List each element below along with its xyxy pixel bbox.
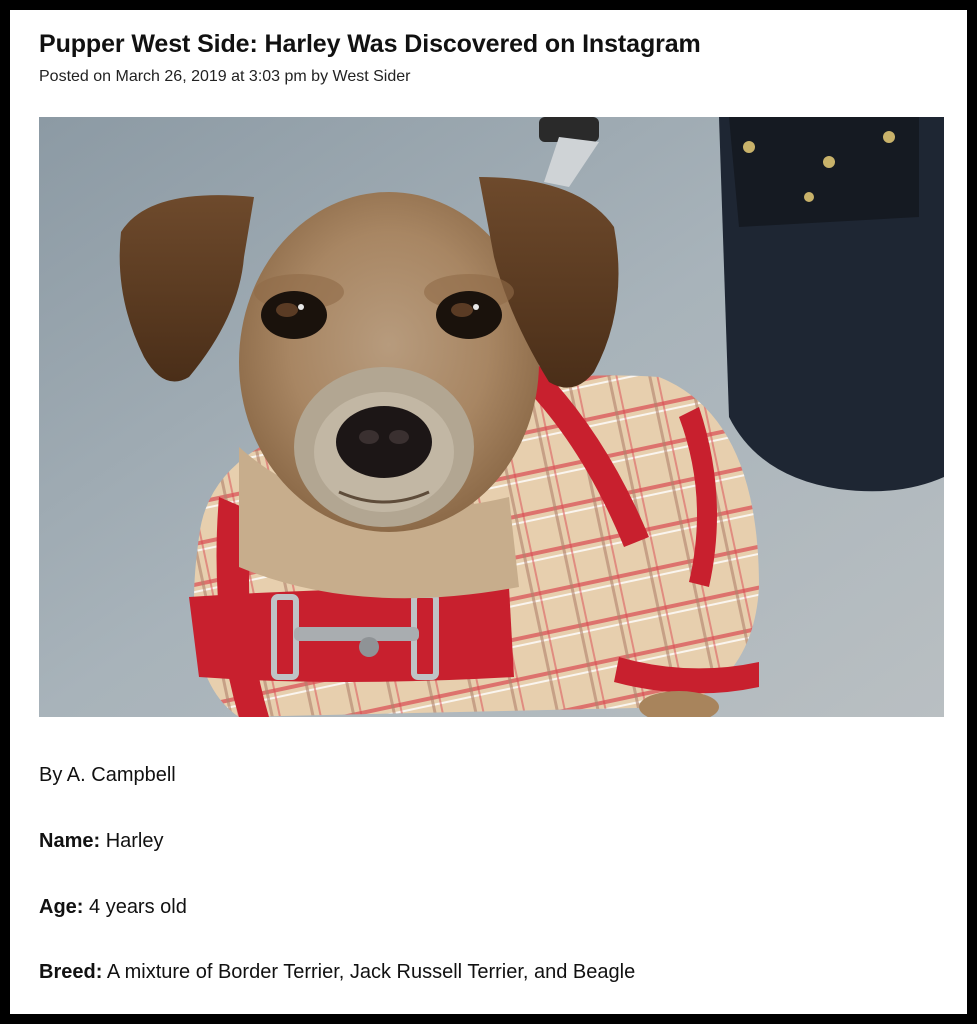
post-meta: Posted on March 26, 2019 at 3:03 pm by West Sider — [39, 68, 411, 85]
article-title[interactable]: Pupper West Side: Harley Was Discovered on Instagram — [39, 30, 701, 58]
fact-name — [39, 830, 164, 853]
fact-breed — [39, 961, 635, 984]
fact-age — [39, 896, 187, 919]
fact-breed-label: Breed: — [39, 961, 103, 983]
fact-name-value: Harley — [100, 830, 164, 852]
fact-name-label: Name: — [39, 830, 101, 852]
article-frame — [10, 10, 967, 1014]
fact-breed-value: A mixture of Border Terrier, Jack Russell Terrier, and Beagle — [102, 961, 636, 983]
dog-photo — [39, 117, 944, 717]
byline: By A. Campbell — [39, 764, 176, 786]
fact-age-value: 4 years old — [83, 896, 187, 918]
fact-age-label: Age: — [39, 896, 84, 918]
